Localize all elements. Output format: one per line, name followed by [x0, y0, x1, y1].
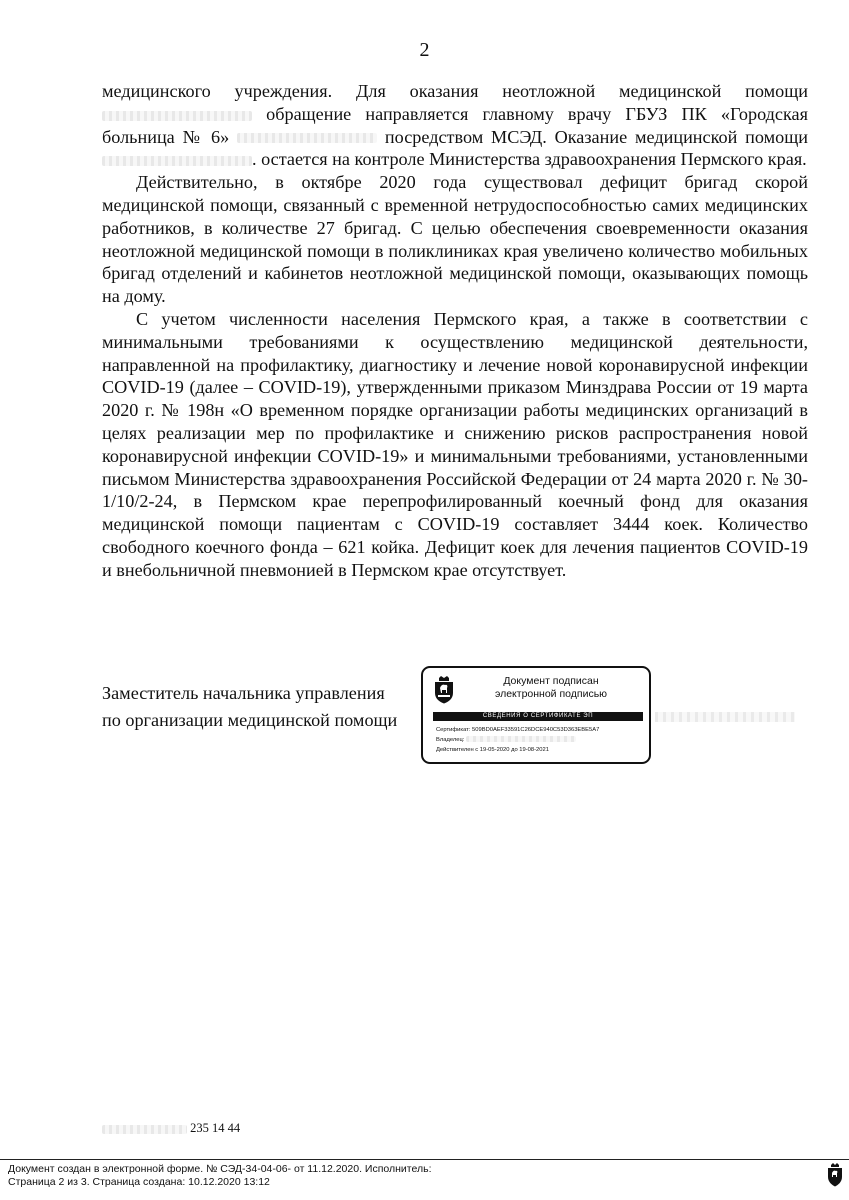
stamp-certificate-number: Сертификат: 509BD0AEF33591C26DCE940C53D363EBE5A7 [436, 727, 600, 733]
page-number: 2 [419, 39, 430, 61]
paragraph-1-segment: . остается на контроле Министерства здравоохранения Пермского края. [252, 149, 807, 170]
stamp-owner [436, 736, 576, 744]
signer-title-line-2: по организации медицинской помощи [102, 710, 398, 730]
stamp-validity: Действителен с 19-05-2020 до 19-08-2021 [436, 747, 549, 753]
redacted-name [102, 111, 252, 121]
stamp-owner-label: Владелец: [436, 737, 465, 743]
redacted-name [102, 156, 252, 166]
redacted-signer-name [655, 712, 795, 722]
stamp-title-line-1: Документ подписан [503, 675, 599, 687]
signer-title-line-1: Заместитель начальника управления [102, 683, 385, 703]
stamp-title [463, 675, 639, 701]
paragraph-1-segment: посредством МСЭД. Оказание медицинской помощи [377, 126, 808, 147]
redacted-owner [466, 736, 576, 742]
signer-block [102, 680, 397, 734]
executor-phone [102, 1120, 240, 1136]
document-body [102, 80, 808, 582]
paragraph-1-segment: обращение направляется главному врачу ГБУЗ ПК «Городская больница № 6» [102, 103, 808, 147]
paragraph-3: С учетом численности населения Пермского края, а также в соответствии с минимальными требованиями к осуществлению медицинской деятельности, направленной на профилактику, диагностику и лечение новой коронавирусной инфекции COVID-19 (далее – COVID-19), утвержденными приказом Минздрава России от 19 марта 2020 г. № 198н «О временном порядке организации работы медицинских организаций в целях реализации мер по профилактике и снижению рисков распространения новой коронавирусной инфекции COVID-19» и минимальными требованиями, установленными письмом Министерства здравоохранения Российской Федерации от 24 марта 2020 г. № 30-1/10/2-24, в Пермском крае перепрофилированный коечный фонд для оказания медицинской помощи пациентам с COVID-19 составляет 3444 коек. Количество свободного коечного фонда – 621 койка. Дефицит коек для лечения пациентов COVID-19 и внебольничной пневмонией в Пермском крае отсутствует. [102, 308, 808, 580]
redacted-executor-name [102, 1125, 187, 1134]
stamp-title-line-2: электронной подписью [494, 688, 608, 700]
stamp-certificate-header: СВЕДЕНИЯ О СЕРТИФИКАТЕ ЭП [433, 712, 643, 721]
footer-divider [0, 1159, 849, 1160]
paragraph-2: Действительно, в октябре 2020 года существовал дефицит бригад скорой медицинской помощи, связанный с временной нетрудоспособностью самих медицинских работников, в количестве 27 бригад. С целью обеспечения своевременности оказания неотложной медицинской помощи в поликлиниках края увеличено количество мобильных бригад отделений и кабинетов неотложной медицинской помощи, оказывающих помощь на дому. [102, 172, 808, 307]
phone-number: 235 14 44 [190, 1121, 241, 1135]
footer-line-2: Страница 2 из 3. Страница создана: 10.12.2020 13:12 [8, 1175, 270, 1188]
footer-line-1: Документ создан в электронной форме. № СЭД-34-04-06- от 11.12.2020. Исполнитель: [8, 1163, 432, 1175]
page-footer [8, 1163, 808, 1188]
perm-krai-coat-of-arms-icon [433, 676, 455, 704]
electronic-signature-stamp [421, 666, 651, 764]
paragraph-1-segment: медицинского учреждения. Для оказания неотложной медицинской помощи [102, 81, 808, 101]
redacted-name [237, 133, 377, 143]
paragraph-1 [102, 80, 808, 171]
perm-krai-coat-of-arms-icon [827, 1163, 843, 1187]
